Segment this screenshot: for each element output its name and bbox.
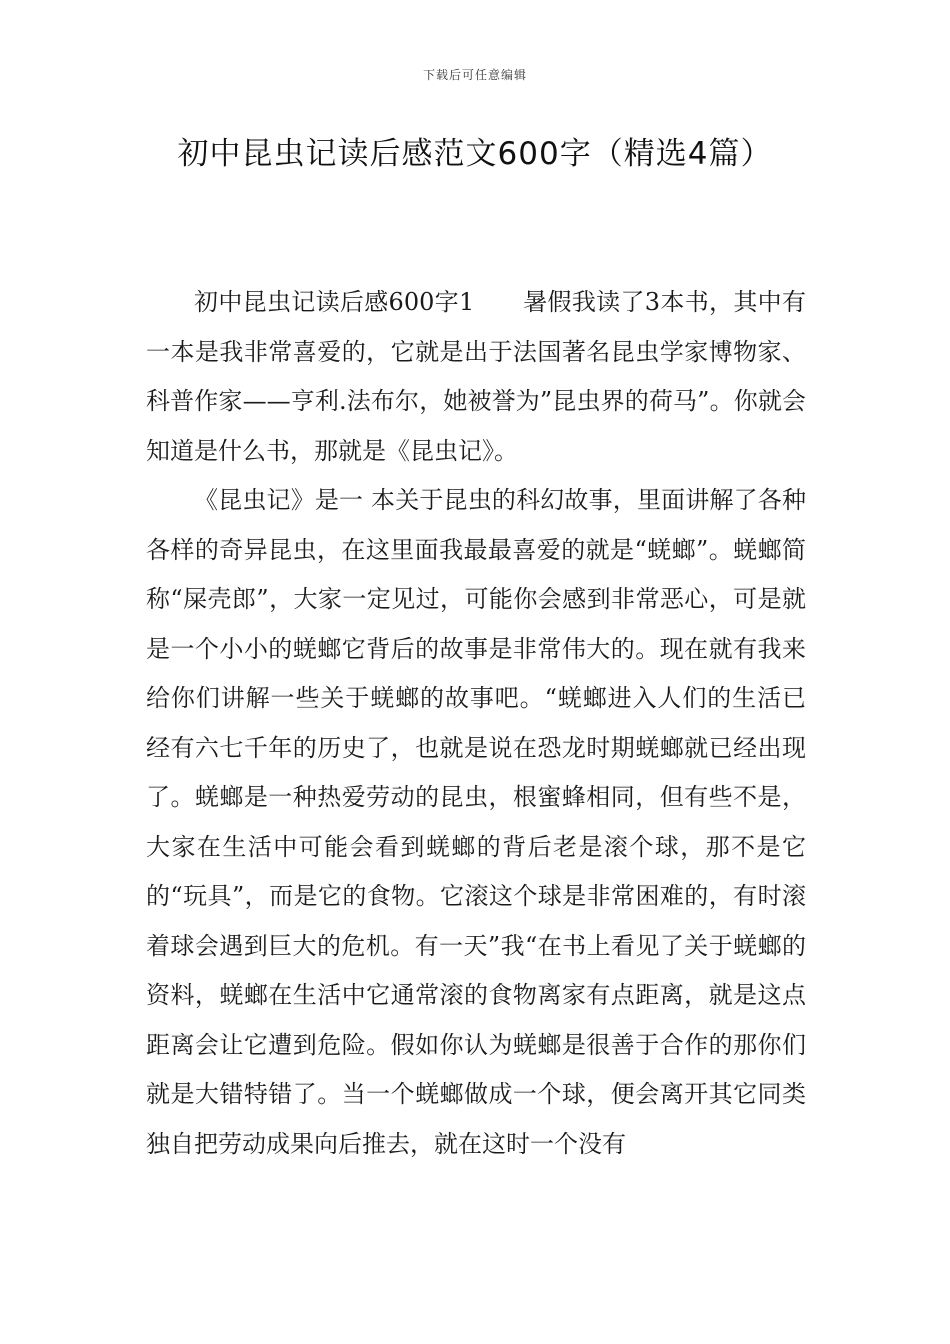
body-paragraph-1: 初中昆虫记读后感600字1 暑假我读了3本书，其中有一本是我非常喜爱的，它就是出于法国著名昆虫学家博物家、科普作家——亨利.法布尔，她被誉为”昆虫界的荷马”。你就会知道是什么书，那就是《昆虫记》。 [146, 288, 806, 465]
document-title: 初中昆虫记读后感范文600字（精选4篇） [177, 136, 773, 172]
page-header-note: 下载后可任意编辑 [422, 68, 527, 82]
body-paragraph-2: 《昆虫记》是一 本关于昆虫的科幻故事，里面讲解了各种各样的奇异昆虫，在这里面我最最喜爱的就是“蜣螂”。蜣螂简称“屎壳郎”，大家一定见过，可能你会感到非常恶心，可是就是一个小小的蜣螂它背后的故事是非常伟大的。现在就有我来给你们讲解一些关于蜣螂的故事吧。“蜣螂进入人们的生活已经有六七千年的历史了，也就是说在恐龙时期蜣螂就已经出现了。蜣螂是一种热爱劳动的昆虫，根蜜蜂相同，但有些不是，大家在生活中可能会看到蜣螂的背后老是滚个球，那不是它的“玩具”，而是它的食物。它滚这个球是非常困难的，有时滚着球会遇到巨大的危机。有一天”我“在书上看见了关于蜣螂的资料，蜣螂在生活中它通常滚的食物离家有点距离，就是这点距离会让它遭到危险。假如你认为蜣螂是很善于合作的那你们就是大错特错了。当一个蜣螂做成一个球，便会离开其它同类独自把劳动成果向后推去，就在这时一个没有 [146, 486, 806, 1158]
document-body [146, 278, 806, 1169]
